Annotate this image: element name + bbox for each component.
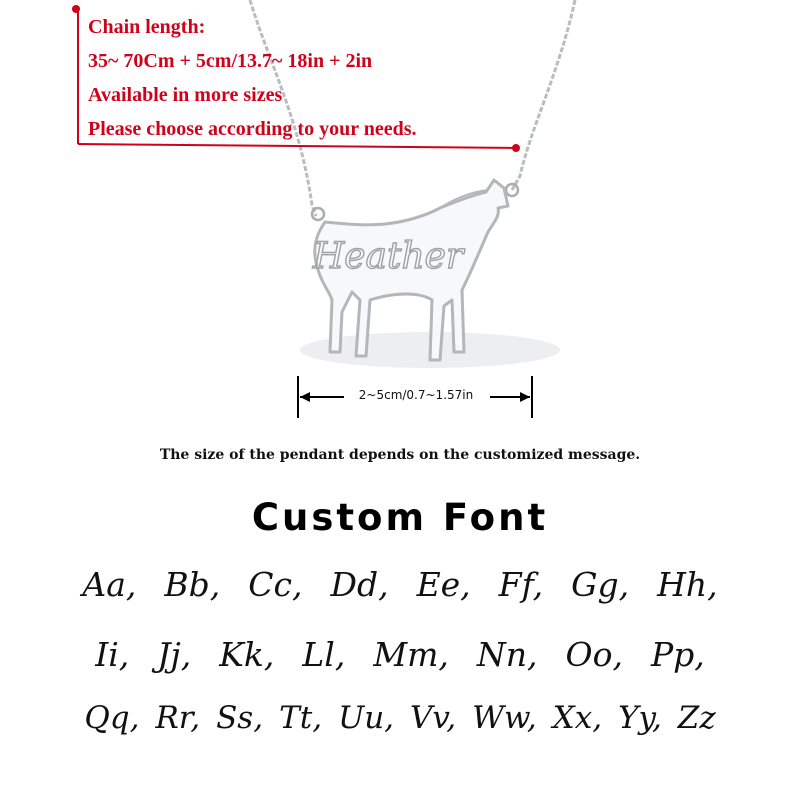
font-sample: Ee, xyxy=(416,565,471,604)
chain-length-heading: Chain length: xyxy=(88,16,206,38)
font-sample: Jj, xyxy=(157,635,192,674)
font-sample-row-1 xyxy=(0,565,800,604)
font-sample: Ll, xyxy=(302,635,346,674)
font-sample: Xx, xyxy=(552,700,603,736)
pendant-size-label: 2~5cm/0.7~1.57in xyxy=(358,388,474,402)
font-sample: Hh, xyxy=(657,565,718,604)
font-sample: Cc, xyxy=(248,565,303,604)
more-sizes-note: Available in more sizes xyxy=(88,84,283,106)
font-sample: Yy, xyxy=(618,700,662,736)
custom-font-title: Custom Font xyxy=(251,496,549,539)
font-sample: Ii, xyxy=(95,635,130,674)
font-sample: Gg, xyxy=(571,565,630,604)
chain-length-values: 35~ 70Cm + 5cm/13.7~ 18in + 2in xyxy=(88,50,373,72)
chain-length-annotation xyxy=(88,10,417,146)
font-sample: Oo, xyxy=(565,635,623,674)
jump-ring-left xyxy=(312,208,324,220)
choose-note: Please choose according to your needs. xyxy=(88,118,417,140)
font-sample: Aa, xyxy=(82,565,137,604)
font-sample: Qq, xyxy=(84,700,140,736)
font-sample: Ss, xyxy=(216,700,264,736)
font-sample: Vv, xyxy=(410,700,457,736)
font-sample: Tt, xyxy=(279,700,323,736)
font-sample-row-2 xyxy=(0,635,800,674)
font-sample: Uu, xyxy=(338,700,395,736)
font-sample: Kk, xyxy=(219,635,275,674)
pendant-size-caption: The size of the pendant depends on the customized message. xyxy=(159,447,641,463)
engraved-name: Heather xyxy=(312,236,464,277)
font-sample: Mm, xyxy=(373,635,449,674)
font-sample: Dd, xyxy=(330,565,389,604)
font-sample: Rr, xyxy=(155,700,201,736)
font-sample: Ff, xyxy=(498,565,544,604)
font-sample: Pp, xyxy=(650,635,705,674)
font-sample: Ww, xyxy=(472,700,537,736)
font-sample-row-3 xyxy=(0,700,800,736)
chain-right xyxy=(512,0,575,190)
font-sample: Bb, xyxy=(164,565,221,604)
font-sample: Nn, xyxy=(476,635,538,674)
font-sample: Zz xyxy=(677,700,716,736)
